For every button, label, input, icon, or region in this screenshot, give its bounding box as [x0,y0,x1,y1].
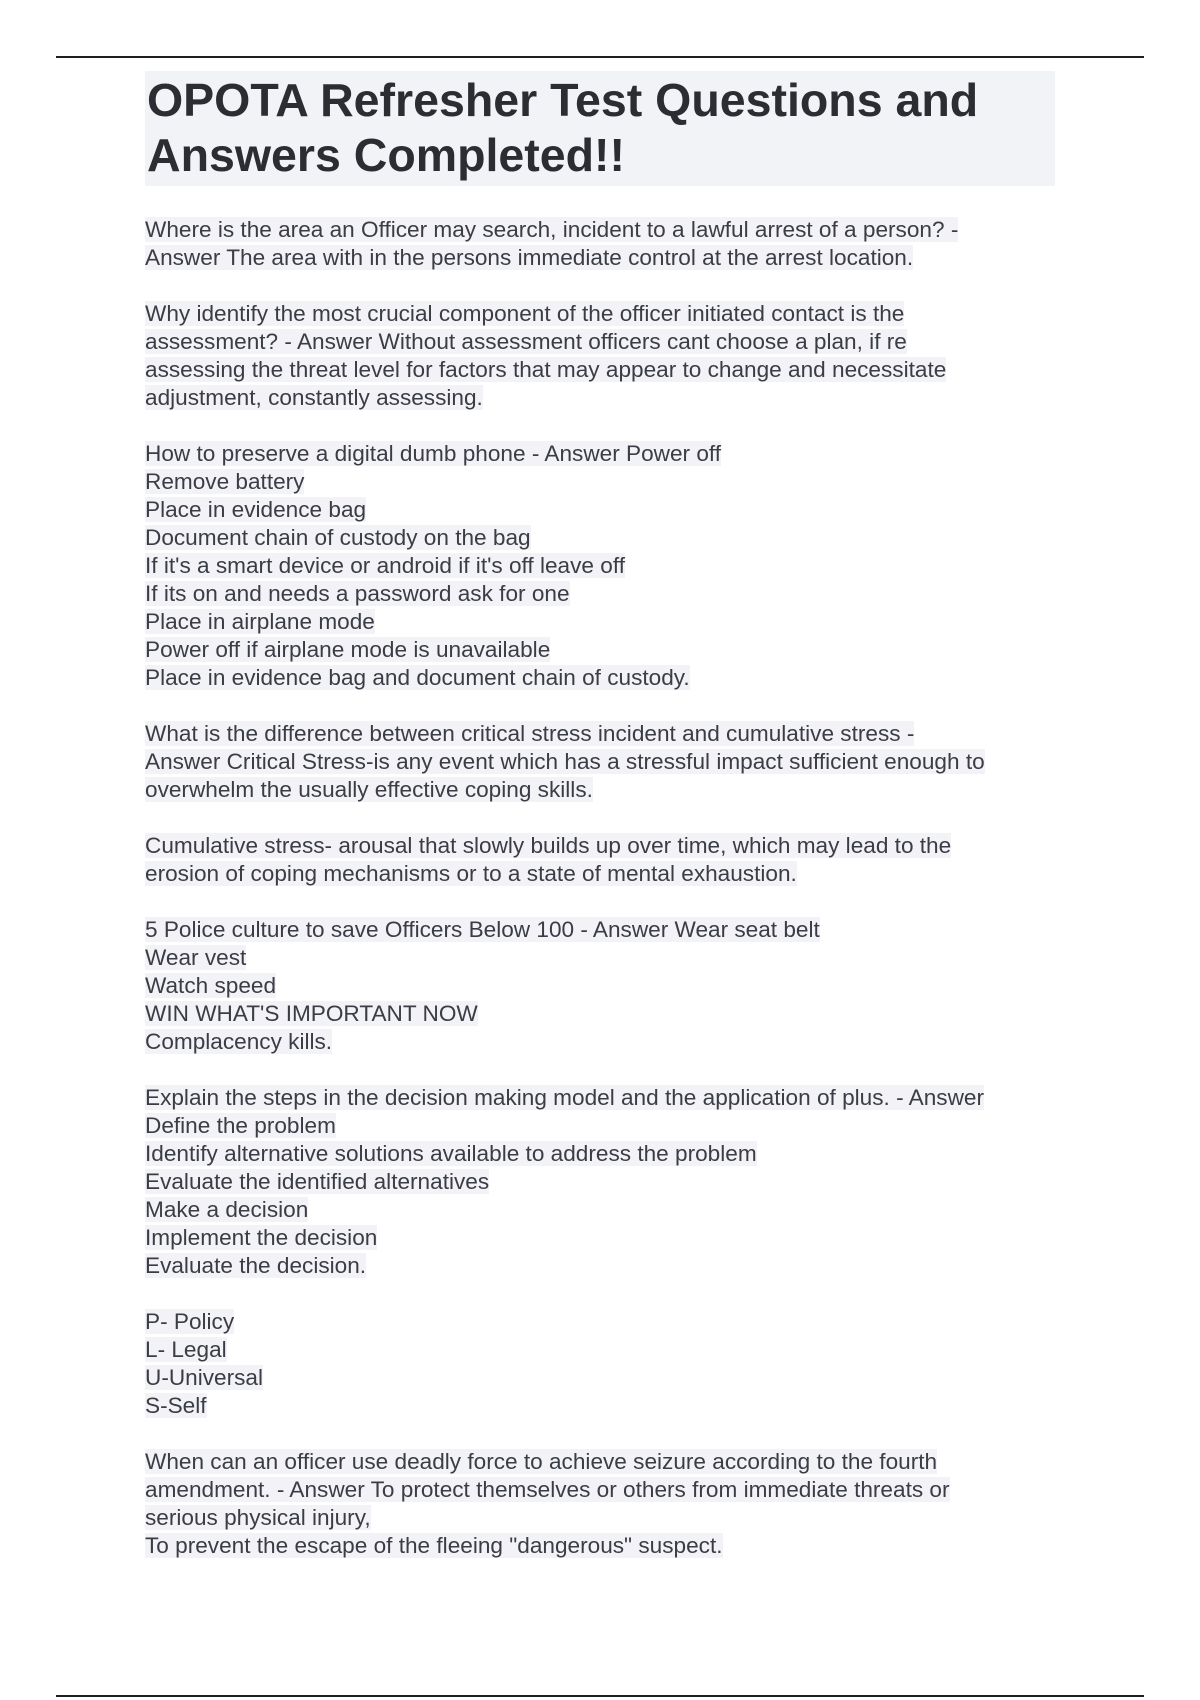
qa-line-text: Evaluate the decision. [145,1253,367,1278]
qa-line [145,972,1055,1000]
qa-line [145,300,1055,328]
qa-line [145,468,1055,496]
qa-line-text: Identify alternative solutions available to address the problem [145,1141,757,1166]
qa-line [145,328,1055,356]
qa-line [145,1196,1055,1224]
qa-line [145,1028,1055,1056]
qa-line [145,748,1055,776]
qa-line-text: amendment. - Answer To protect themselves or others from immediate threats or [145,1477,950,1502]
qa-line-text: Why identify the most crucial component of the officer initiated contact is the [145,301,905,326]
qa-line [145,1336,1055,1364]
qa-line [145,356,1055,384]
qa-line-text: Make a decision [145,1197,309,1222]
qa-line [145,384,1055,412]
qa-block [145,440,1055,692]
qa-list [145,216,1055,1560]
qa-line [145,720,1055,748]
qa-line-text: L- Legal [145,1337,227,1362]
qa-line [145,1504,1055,1532]
qa-line-text: Complacency kills. [145,1029,333,1054]
qa-line [145,636,1055,664]
document-body [145,71,1055,1560]
qa-block [145,832,1055,888]
top-divider [56,56,1144,58]
qa-line-text: Power off if airplane mode is unavailable [145,637,551,662]
qa-line-text: Remove battery [145,469,305,494]
qa-line-text: Define the problem [145,1113,336,1138]
document-title [145,71,1055,186]
qa-line [145,832,1055,860]
qa-line-text: assessing the threat level for factors that may appear to change and necessitate [145,357,947,382]
qa-line [145,608,1055,636]
qa-line-text: serious physical injury, [145,1505,371,1530]
qa-block [145,916,1055,1056]
qa-line-text: Place in evidence bag [145,497,367,522]
qa-line-text: U-Universal [145,1365,264,1390]
qa-line [145,1224,1055,1252]
qa-line-text: Implement the decision [145,1225,378,1250]
qa-line-text: Watch speed [145,973,277,998]
qa-line [145,216,1055,244]
qa-line-text: Cumulative stress- arousal that slowly builds up over time, which may lead to the [145,833,952,858]
qa-line [145,1140,1055,1168]
qa-line [145,1308,1055,1336]
qa-line-text: Document chain of custody on the bag [145,525,531,550]
qa-line [145,916,1055,944]
qa-line-text: assessment? - Answer Without assessment officers cant choose a plan, if re [145,329,907,354]
qa-line-text: Wear vest [145,945,247,970]
qa-line [145,776,1055,804]
qa-line-text: Place in airplane mode [145,609,375,634]
qa-line [145,440,1055,468]
qa-line [145,1476,1055,1504]
qa-line [145,1364,1055,1392]
qa-line [145,552,1055,580]
qa-line [145,524,1055,552]
qa-line [145,1168,1055,1196]
title-line-2: Answers Completed!! [147,129,625,181]
qa-line-text: Answer Critical Stress-is any event which has a stressful impact sufficient enough to [145,749,985,774]
qa-line-text: overwhelm the usually effective coping skills. [145,777,593,802]
qa-line-text: adjustment, constantly assessing. [145,385,483,410]
qa-line-text: Place in evidence bag and document chain of custody. [145,665,690,690]
qa-block [145,216,1055,272]
qa-line [145,580,1055,608]
qa-line-text: Where is the area an Officer may search, incident to a lawful arrest of a person? - [145,217,959,242]
title-line-1: OPOTA Refresher Test Questions and [147,74,979,126]
bottom-divider [56,1695,1144,1697]
qa-line-text: What is the difference between critical stress incident and cumulative stress - [145,721,915,746]
qa-line [145,1532,1055,1560]
qa-line-text: When can an officer use deadly force to achieve seizure according to the fourth [145,1449,938,1474]
qa-block [145,1084,1055,1280]
qa-line [145,496,1055,524]
qa-line-text: 5 Police culture to save Officers Below 100 - Answer Wear seat belt [145,917,820,942]
qa-line [145,1392,1055,1420]
qa-line-text: P- Policy [145,1309,235,1334]
qa-line [145,664,1055,692]
qa-line [145,1000,1055,1028]
qa-block [145,1448,1055,1560]
qa-line [145,860,1055,888]
qa-block [145,1308,1055,1420]
qa-line [145,1084,1055,1112]
qa-line-text: To prevent the escape of the fleeing "dangerous" suspect. [145,1533,723,1558]
qa-line-text: If its on and needs a password ask for one [145,581,570,606]
qa-line [145,944,1055,972]
qa-line [145,1252,1055,1280]
qa-line-text: How to preserve a digital dumb phone - Answer Power off [145,441,722,466]
qa-line-text: Explain the steps in the decision making model and the application of plus. - Answer [145,1085,984,1110]
qa-line [145,244,1055,272]
qa-line [145,1448,1055,1476]
qa-line [145,1112,1055,1140]
qa-block [145,300,1055,412]
qa-line-text: Answer The area with in the persons immediate control at the arrest location. [145,245,914,270]
qa-line-text: If it's a smart device or android if it's off leave off [145,553,625,578]
qa-block [145,720,1055,804]
qa-line-text: S-Self [145,1393,207,1418]
qa-line-text: erosion of coping mechanisms or to a state of mental exhaustion. [145,861,797,886]
qa-line-text: Evaluate the identified alternatives [145,1169,490,1194]
qa-line-text: WIN WHAT'S IMPORTANT NOW [145,1001,478,1026]
